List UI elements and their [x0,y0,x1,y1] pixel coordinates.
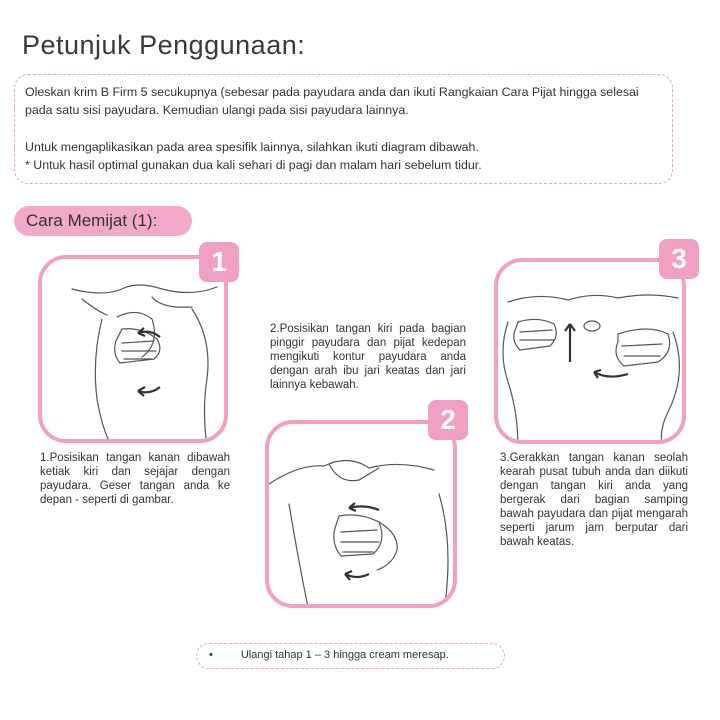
section-label: Cara Memijat (1): [14,206,192,236]
step-3-text: 3.Gerakkan tangan kanan seolah kearah pusat tubuh anda dan diikuti dengan tangan kiri anda yang bergerak dari bagian samping bawah payudara dan pijat mengarah seperti jarum jam berputar dari bawah keatas. [500,452,688,548]
footer-bullet: • [209,649,213,661]
footer-text: Ulangi tahap 1 – 3 hingga cream meresap. [240,649,449,661]
footer-note [196,643,505,669]
step-3-drawing [498,262,686,444]
step-3-badge: 3 [659,239,699,279]
intro-text-1: Oleskan krim B Firm 5 secukupnya (sebesar pada payudara anda dan ikuti Rangkaian Cara Pijat hingga selesai pada satu sisi payudara. Kemudian ulangi pada sisi payudara lainnya. [25,85,639,117]
step-1-illustration [38,255,228,443]
step-1-text: 1.Posisikan tangan kanan dibawah ketiak kiri dan sejajar dengan payudara. Geser tangan anda ke depan - seperti di gambar. [40,452,230,506]
intro-box [14,74,673,184]
step-3-illustration [494,258,686,444]
page-title: Petunjuk Penggunaan: [22,30,306,60]
step-1-drawing [42,259,228,443]
step-2-badge: 2 [428,400,468,440]
step-2-illustration [265,420,457,608]
step-2-drawing [269,424,457,608]
step-2-text: 2.Posisikan tangan kiri pada bagian pinggir payudara dan pijat kedepan mengikuti kontur payudara anda dengan arah ibu jari keatas dan jari lainnya kebawah. [270,323,466,391]
intro-text-2: Untuk mengaplikasikan pada area spesifik lainnya, silahkan ikuti diagram dibawah. [25,140,479,154]
step-1-badge: 1 [199,242,239,282]
intro-text-3: * Untuk hasil optimal gunakan dua kali sehari di pagi dan malam hari sebelum tidur. [25,158,482,172]
